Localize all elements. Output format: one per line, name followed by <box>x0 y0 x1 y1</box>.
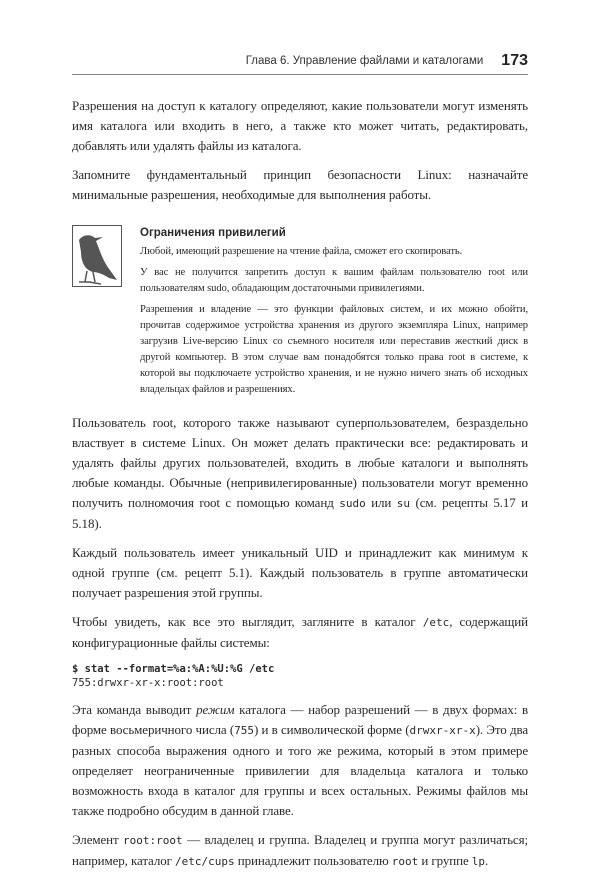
text-run: принадлежит пользователю <box>234 853 392 868</box>
page-body <box>72 96 528 881</box>
inline-code: root <box>391 855 419 868</box>
text-run: Элемент <box>72 832 124 847</box>
running-header <box>72 48 528 75</box>
body-paragraph <box>72 612 528 653</box>
text-run: . <box>485 853 489 868</box>
inline-code: /etc <box>422 616 450 629</box>
note-paragraph: Разрешения и владение — это функции файловых систем, и их можно обойти, прочитав содержимое устройства хранения из другого экземпляра Linux, например загрузив Live-версию Linux со съемного носителя или переставив жесткий диск в другой компьютер. В этом случае вам понадобятся только права root в системе, к которой вы подключаете устройство хранения, и не нужно ничего знать об исходных владельцах файлов и разрешениях. <box>140 304 528 395</box>
text-run: Чтобы увидеть, как все это выглядит, загляните в каталог <box>72 614 423 629</box>
inline-code: root:root <box>123 834 183 847</box>
text-run: , содержащий конфигурационные файлы системы: <box>72 614 528 650</box>
inline-code: lp <box>471 855 486 868</box>
code-command: $ stat --format=%a:%A:%U:%G /etc <box>72 663 275 675</box>
body-paragraph <box>72 96 528 156</box>
code-block <box>72 662 528 690</box>
text-run: Каждый пользователь имеет уникальный UID и принадлежит как минимум к одной группе (см. рецепт 5.1). Каждый пользователь в группе автоматически получает разрешения этой группы. <box>72 545 528 600</box>
text-run: каталога — набор разрешений — в двух формах: в форме восьмеричного числа ( <box>72 702 528 737</box>
paragraphs-mid <box>72 413 528 653</box>
text-run: (см. рецепты 5.17 и 5.18). <box>72 495 529 531</box>
text-run: Разрешения на доступ к каталогу определяют, какие пользователи могут изменять имя каталога или входить в него, а также кто может читать, редактировать, добавлять или удалять файлы из каталога. <box>72 98 528 153</box>
text-run: Пользователь root, которого также называют суперпользователем, безраздельно властвует в системе Linux. Он может делать практически все: редактировать и удалять файлы других пользователей, входить в любые каталоги и выполнять любые команды. Обычные (непривилегированные) пользователи могут временно получить полномочия root с помощью команд <box>72 415 528 510</box>
paragraphs-bottom <box>72 700 528 872</box>
emphasis: режим <box>196 702 235 717</box>
note-title: Ограничения привилегий <box>140 227 286 239</box>
inline-code: /etc/cups <box>175 855 235 868</box>
body-paragraph <box>72 413 528 534</box>
inline-code: sudo <box>339 497 366 510</box>
text-run: Эта команда выводит <box>72 702 197 717</box>
body-paragraph <box>72 700 528 821</box>
text-run: ) и в символической форме ( <box>253 722 410 737</box>
text-run: или <box>365 495 397 510</box>
inline-code: drwxr-xr-x <box>409 724 476 737</box>
note-paragraph: Любой, имеющий разрешение на чтение файла, сможет его скопировать. <box>140 246 463 257</box>
note-box <box>72 225 528 403</box>
page-number: 173 <box>501 52 528 69</box>
body-paragraph <box>72 830 528 872</box>
paragraphs-top <box>72 96 528 205</box>
body-paragraph <box>72 543 528 603</box>
note-paragraph: У вас не получится запретить доступ к вашим файлам пользователю root или пользователям sudo, обладающим достаточными привилегиями. <box>140 267 528 294</box>
inline-code: su <box>396 497 411 510</box>
text-run: и группе <box>418 853 472 868</box>
inline-code: 755 <box>234 724 254 737</box>
body-paragraph <box>72 165 528 205</box>
code-output: 755:drwxr-xr-x:root:root <box>72 677 224 689</box>
crow-icon <box>72 225 122 287</box>
text-run: ). Это два разных способа выражения одного и того же режима, который в этом примере определяет неограниченные привилегии для владельца каталога и только возможность входа в каталог для группы и всех остальных. Режимы файлов мы также подробно обсудим в данной главе. <box>72 722 529 818</box>
text-run: Запомните фундаментальный принцип безопасности Linux: назначайте минимальные разрешения, необходимые для выполнения работы. <box>72 167 528 202</box>
chapter-title: Глава 6. Управление файлами и каталогами <box>245 55 484 67</box>
text-run: — владелец и группа. Владелец и группа могут различаться; например, каталог <box>72 832 528 868</box>
